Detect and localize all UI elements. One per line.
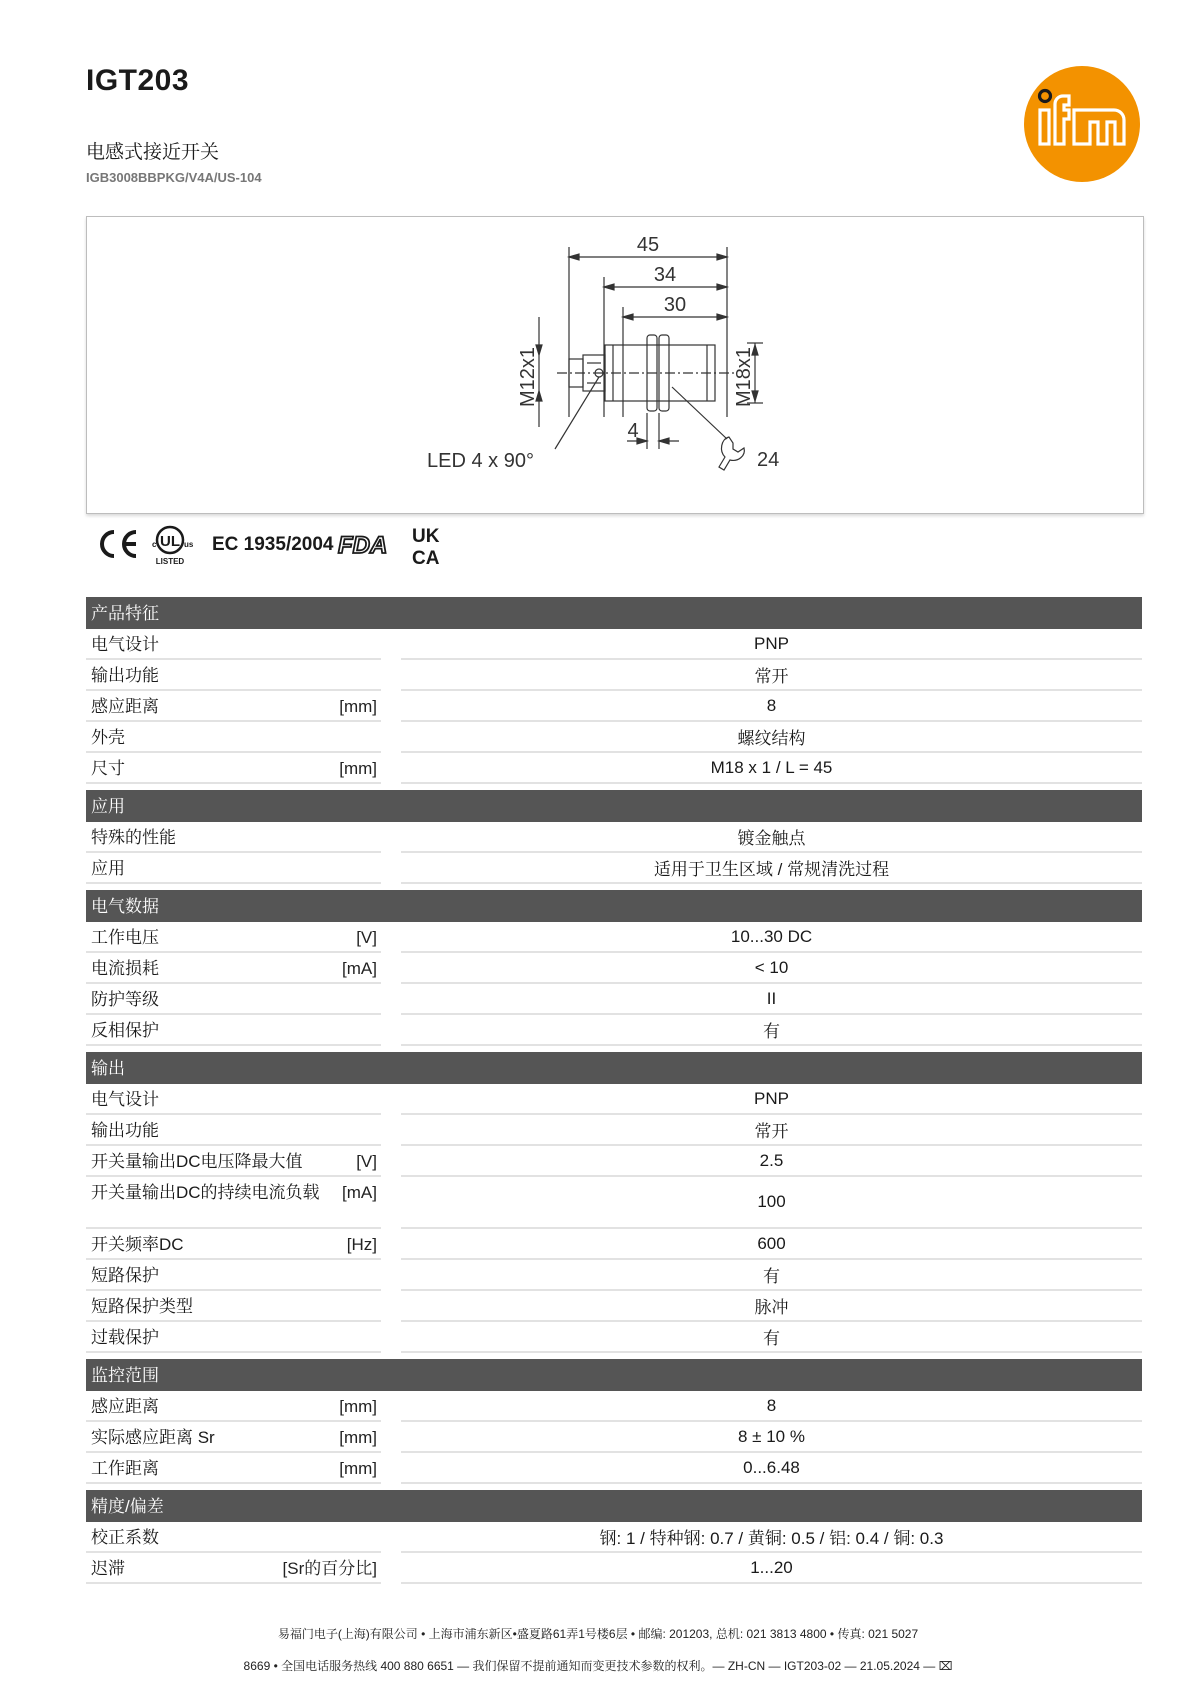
spec-row <box>86 1146 1142 1177</box>
section-header: 监控范围 <box>86 1359 1142 1391</box>
spec-value: PNP <box>401 1084 1142 1115</box>
spec-label: 输出功能 <box>91 1121 159 1140</box>
spec-unit: [mm] <box>339 1459 377 1478</box>
spec-gap <box>381 922 401 953</box>
spec-label: 工作距离 <box>91 1459 159 1478</box>
spec-label-cell <box>86 1322 381 1353</box>
spec-row <box>86 1260 1142 1291</box>
spec-label-cell <box>86 922 381 953</box>
spec-label-cell <box>86 1115 381 1146</box>
section-header: 输出 <box>86 1052 1142 1084</box>
thread-connector-label: M12x1 <box>517 346 539 407</box>
dim-overall-length: 45 <box>636 234 660 256</box>
spec-label-cell <box>86 753 381 784</box>
spec-gap <box>381 1522 401 1553</box>
spec-value: 有 <box>401 1322 1142 1353</box>
thread-body-label: M18x1 <box>733 346 755 407</box>
spec-label-cell <box>86 1146 381 1177</box>
spec-unit: [V] <box>356 928 377 947</box>
cert-ec-1935: EC 1935/2004 <box>212 534 334 555</box>
spec-row <box>86 1291 1142 1322</box>
spec-value: 1...20 <box>401 1553 1142 1584</box>
spec-value: 100 <box>401 1177 1142 1229</box>
spec-gap <box>381 822 401 853</box>
spec-row <box>86 1177 1142 1229</box>
spec-value: PNP <box>401 629 1142 660</box>
spec-gap <box>381 1422 401 1453</box>
spec-label-cell <box>86 822 381 853</box>
spec-gap <box>381 953 401 984</box>
spec-label-cell <box>86 722 381 753</box>
spec-gap <box>381 1391 401 1422</box>
spec-value: 钢: 1 / 特种钢: 0.7 / 黄铜: 0.5 / 铝: 0.4 / 铜: 0.3 <box>401 1522 1142 1553</box>
spec-label-cell <box>86 1084 381 1115</box>
spec-value: M18 x 1 / L = 45 <box>401 753 1142 784</box>
spec-value: 8 ± 10 % <box>401 1422 1142 1453</box>
spec-row <box>86 1553 1142 1584</box>
section-header: 电气数据 <box>86 890 1142 922</box>
ul-listed-mark <box>152 527 194 566</box>
spec-value: 2.5 <box>401 1146 1142 1177</box>
svg-text:c: c <box>152 540 157 549</box>
spec-label: 防护等级 <box>91 990 159 1009</box>
spec-label: 特殊的性能 <box>91 828 176 847</box>
spec-unit: [mA] <box>342 1183 377 1202</box>
spec-label: 开关量输出DC的持续电流负载 <box>91 1183 320 1202</box>
spec-label: 电气设计 <box>91 635 159 654</box>
spec-label-cell <box>86 1522 381 1553</box>
spec-label: 外壳 <box>91 728 125 747</box>
spec-label: 实际感应距离 Sr <box>91 1428 215 1447</box>
spec-row <box>86 1084 1142 1115</box>
spec-label: 过载保护 <box>91 1328 159 1347</box>
svg-text:FDA: FDA <box>338 532 388 559</box>
spec-value: 10...30 DC <box>401 922 1142 953</box>
product-title: IGT203 <box>86 64 190 97</box>
spec-gap <box>381 853 401 884</box>
spec-label-cell <box>86 984 381 1015</box>
spec-unit: [Sr的百分比] <box>282 1559 377 1578</box>
spec-row <box>86 660 1142 691</box>
spec-label-cell <box>86 1260 381 1291</box>
spec-value: 0...6.48 <box>401 1453 1142 1484</box>
section-header: 产品特征 <box>86 597 1142 629</box>
spec-value: 适用于卫生区域 / 常规清洗过程 <box>401 853 1142 884</box>
spec-row <box>86 822 1142 853</box>
section-header: 应用 <box>86 790 1142 822</box>
spec-unit: [mm] <box>339 697 377 716</box>
spec-row <box>86 853 1142 884</box>
spec-gap <box>381 1291 401 1322</box>
spec-row <box>86 1422 1142 1453</box>
spec-label: 尺寸 <box>91 759 125 778</box>
spec-value: 脉冲 <box>401 1291 1142 1322</box>
spec-row <box>86 691 1142 722</box>
spec-gap <box>381 1084 401 1115</box>
spec-label: 电气设计 <box>91 1090 159 1109</box>
spec-unit: [mm] <box>339 1397 377 1416</box>
spec-row <box>86 1453 1142 1484</box>
spec-gap <box>381 691 401 722</box>
article-number: IGB3008BBPKG/V4A/US-104 <box>86 170 262 185</box>
spec-label: 校正系数 <box>91 1528 159 1547</box>
spec-gap <box>381 629 401 660</box>
dim-body-length: 34 <box>653 264 677 286</box>
spec-row <box>86 1322 1142 1353</box>
section-header: 精度/偏差 <box>86 1490 1142 1522</box>
footer-legal: 8669 • 全国电话服务热线 400 880 6651 — 我们保留不提前通知而变更技术参数的权利。— ZH-CN — IGT203-02 — 21.05.2024 — ⌧ <box>243 1659 953 1673</box>
wrench-size: 24 <box>757 449 780 471</box>
dim-nut-width: 4 <box>627 420 639 442</box>
spec-label-cell <box>86 1391 381 1422</box>
spec-row <box>86 1229 1142 1260</box>
spec-label-cell <box>86 1015 381 1046</box>
spec-gap <box>381 1146 401 1177</box>
spec-value: 8 <box>401 1391 1142 1422</box>
spec-value: 螺纹结构 <box>401 722 1142 753</box>
spec-label: 工作电压 <box>91 928 159 947</box>
svg-text:CA: CA <box>412 548 440 569</box>
spec-gap <box>381 1229 401 1260</box>
spec-value: 常开 <box>401 1115 1142 1146</box>
certification-marks <box>92 520 512 570</box>
spec-gap <box>381 1115 401 1146</box>
spec-label-cell <box>86 1229 381 1260</box>
spec-label-cell <box>86 1422 381 1453</box>
spec-gap <box>381 660 401 691</box>
svg-text:LISTED: LISTED <box>155 557 185 566</box>
ukca-mark <box>412 526 440 569</box>
spec-gap <box>381 1322 401 1353</box>
footer-address: 易福门电子(上海)有限公司 • 上海市浦东新区•盛夏路61弄1号楼6层 • 邮编: 201203, 总机: 021 3813 4800 • 传真: 021 5027 <box>277 1627 919 1641</box>
spec-unit: [Hz] <box>346 1235 377 1254</box>
spec-row <box>86 1015 1142 1046</box>
spec-label-cell <box>86 853 381 884</box>
spec-label: 输出功能 <box>91 666 159 685</box>
spec-value: 镀金触点 <box>401 822 1142 853</box>
spec-label: 短路保护 <box>91 1266 159 1285</box>
spec-label: 短路保护类型 <box>91 1297 193 1316</box>
spec-row <box>86 1391 1142 1422</box>
spec-label-cell <box>86 953 381 984</box>
spec-gap <box>381 722 401 753</box>
spec-label: 开关频率DC <box>91 1235 184 1254</box>
spec-label-cell <box>86 1453 381 1484</box>
ifm-logo <box>1022 64 1142 184</box>
spec-label-cell <box>86 691 381 722</box>
spec-label: 应用 <box>91 859 125 878</box>
spec-value: II <box>401 984 1142 1015</box>
spec-label-cell <box>86 1291 381 1322</box>
spec-label-cell <box>86 660 381 691</box>
spec-gap <box>381 984 401 1015</box>
spec-unit: [mm] <box>339 759 377 778</box>
specifications-table <box>86 597 1142 1584</box>
dimension-drawing <box>86 216 1144 514</box>
spec-gap <box>381 1260 401 1291</box>
spec-unit: [V] <box>356 1152 377 1171</box>
spec-value: 常开 <box>401 660 1142 691</box>
dim-thread-length: 30 <box>663 294 687 316</box>
spec-row <box>86 1522 1142 1553</box>
spec-value: 有 <box>401 1260 1142 1291</box>
spec-label: 感应距离 <box>91 697 159 716</box>
logo-text: ifm <box>1082 180 1084 181</box>
led-note: LED 4 x 90° <box>427 450 534 472</box>
spec-gap <box>381 1553 401 1584</box>
spec-gap <box>381 1015 401 1046</box>
spec-value: < 10 <box>401 953 1142 984</box>
spec-label-cell <box>86 1177 381 1229</box>
spec-label: 电流损耗 <box>91 959 159 978</box>
spec-row <box>86 984 1142 1015</box>
spec-value: 有 <box>401 1015 1142 1046</box>
spec-row <box>86 1115 1142 1146</box>
spec-label: 开关量输出DC电压降最大值 <box>91 1152 303 1171</box>
spec-row <box>86 953 1142 984</box>
spec-gap <box>381 753 401 784</box>
spec-label-cell <box>86 629 381 660</box>
fda-mark <box>338 532 387 559</box>
svg-text:us: us <box>184 540 194 549</box>
spec-row <box>86 753 1142 784</box>
spec-gap <box>381 1177 401 1229</box>
spec-value: 8 <box>401 691 1142 722</box>
spec-label: 迟滞 <box>91 1559 125 1578</box>
spec-value: 600 <box>401 1229 1142 1260</box>
spec-row <box>86 722 1142 753</box>
spec-label: 感应距离 <box>91 1397 159 1416</box>
spec-row <box>86 629 1142 660</box>
spec-label: 反相保护 <box>91 1021 159 1040</box>
spec-unit: [mm] <box>339 1428 377 1447</box>
product-subtitle: 电感式接近开关 <box>86 142 220 163</box>
spec-unit: [mA] <box>342 959 377 978</box>
svg-text:UK: UK <box>412 526 440 547</box>
spec-row <box>86 922 1142 953</box>
spec-gap <box>381 1453 401 1484</box>
spec-label-cell <box>86 1553 381 1584</box>
svg-text:UL: UL <box>160 533 180 550</box>
